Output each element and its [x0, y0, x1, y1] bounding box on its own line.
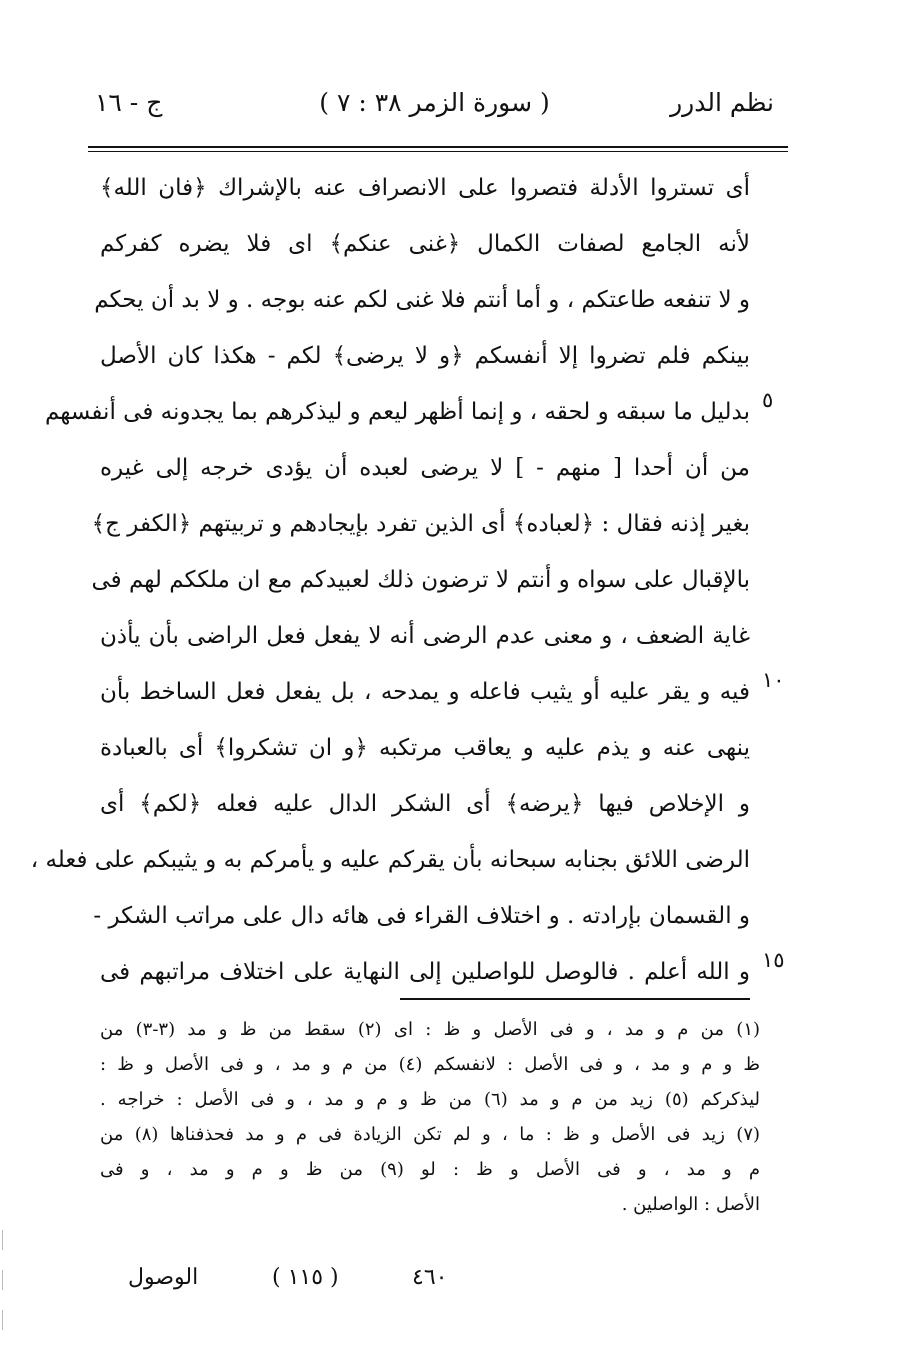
footer-page-number: ٤٦٠ — [412, 1265, 448, 1290]
line-number: ٥ — [762, 388, 774, 412]
scan-edge-mark — [2, 1230, 3, 1250]
line-text: و القسمان بإرادته . و اختلاف القراء فى هائه دال على مراتب الشكر - — [93, 903, 750, 929]
footer-catchword: الوصول — [128, 1265, 199, 1290]
line-text: غاية الضعف ، و معنى عدم الرضى أنه لا يفعل فعل الراضى بأن يأذن — [100, 623, 750, 649]
footnote-rule — [400, 998, 750, 1000]
line-text: فيه و يقر عليه أو يثيب فاعله و يمدحه ، بل يفعل فعل الساخط بأن — [100, 679, 750, 705]
line-text: بدليل ما سبقه و لحقه ، و إنما أظهر ليعم و ليذكرهم بما يجدونه فى أنفسهم — [45, 399, 750, 425]
text-line — [94, 272, 750, 328]
text-line — [100, 440, 750, 496]
line-text: بالإقبال على سواه و أنتم لا ترضون ذلك لعبيدكم مع ان ملككم لهم فى — [91, 567, 750, 593]
line-text: بغير إذنه فقال : ﴿لعباده﴾ أى الذين تفرد بإيجادهم و تربيتهم ﴿الكفر ج﴾ — [91, 511, 750, 537]
line-text: و لا تنفعه طاعتكم ، و أما أنتم فلا غنى لكم عنه بوجه . و لا بد أن يحكم — [94, 287, 750, 313]
footnote-line: (٧) زيد فى الأصل و ظ : ما ، و لم تكن الزيادة فى م و مد فحذفناها (٨) من — [100, 1124, 761, 1145]
line-text: بينكم فلم تضروا إلا أنفسكم ﴿و لا يرضى﴾ لكم - هكذا كان الأصل — [100, 343, 750, 369]
footer-signature-number: ( ١١٥ ) — [272, 1265, 339, 1290]
line-number: ١٥ — [762, 948, 785, 972]
line-number: ١٠ — [762, 668, 785, 692]
header-surah-reference: ( سورة الزمر ٣٨ : ٧ ) — [319, 88, 550, 117]
scan-edge-mark — [2, 1310, 3, 1330]
footnotes — [100, 1012, 760, 1222]
line-text: من أن أحدا [ منهم - ] لا يرضى لعبده أن يؤدى خرجه إلى غيره — [100, 455, 750, 481]
line-text: لأنه الجامع لصفات الكمال ﴿غنى عنكم﴾ اى فلا يضره كفركم — [100, 231, 750, 257]
text-line — [91, 496, 750, 552]
header-volume: ج - ١٦ — [95, 88, 163, 117]
footnote-line: ليذكركم (٥) زيد من م و مد (٦) من ظ و م و مد ، و فى الأصل : خراجه . — [100, 1089, 761, 1110]
text-line — [100, 944, 750, 1000]
scan-edge-mark — [2, 1270, 3, 1290]
text-line — [100, 160, 750, 216]
text-line — [100, 664, 750, 720]
line-text: أى تستروا الأدلة فتصروا على الانصراف عنه بالإشراك ﴿فان الله﴾ — [100, 175, 750, 201]
text-line — [45, 384, 750, 440]
text-line — [100, 608, 750, 664]
text-line — [100, 328, 750, 384]
main-text — [30, 160, 750, 1000]
header-book-title: نظم الدرر — [670, 88, 774, 117]
text-line — [91, 552, 750, 608]
line-text: الرضى اللائق بجنابه سبحانه بأن يقركم عليه و يأمركم به و يثيبكم على فعله ، — [30, 847, 750, 873]
line-text: ينهى عنه و يذم عليه و يعاقب مرتكبه ﴿و ان تشكروا﴾ أى بالعبادة — [100, 735, 750, 761]
text-line — [30, 832, 750, 888]
header-rule-thick — [88, 146, 788, 148]
footnote-line: ظ و م و مد ، و فى الأصل : لانفسكم (٤) من م و مد ، و فى الأصل و ظ : — [100, 1054, 760, 1075]
text-line — [100, 776, 750, 832]
text-line — [93, 888, 750, 944]
header-rule-thin — [88, 151, 788, 152]
text-line — [100, 720, 750, 776]
footnote-line: الأصل : الواصلين . — [621, 1194, 760, 1215]
text-line — [100, 216, 750, 272]
footnote-line: (١) من م و مد ، و فى الأصل و ظ : اى (٢) سقط من ظ و مد (٣-٣) من — [100, 1019, 761, 1040]
line-text: و الإخلاص فيها ﴿يرضه﴾ أى الشكر الدال عليه فعله ﴿لكم﴾ أى — [100, 791, 750, 817]
line-text: و الله أعلم . فالوصل للواصلين إلى النهاية على اختلاف مراتبهم فى — [100, 959, 750, 985]
footnote-line: م و مد ، و فى الأصل و ظ : لو (٩) من ظ و م و مد ، و فى — [100, 1159, 760, 1180]
running-header — [95, 88, 774, 128]
